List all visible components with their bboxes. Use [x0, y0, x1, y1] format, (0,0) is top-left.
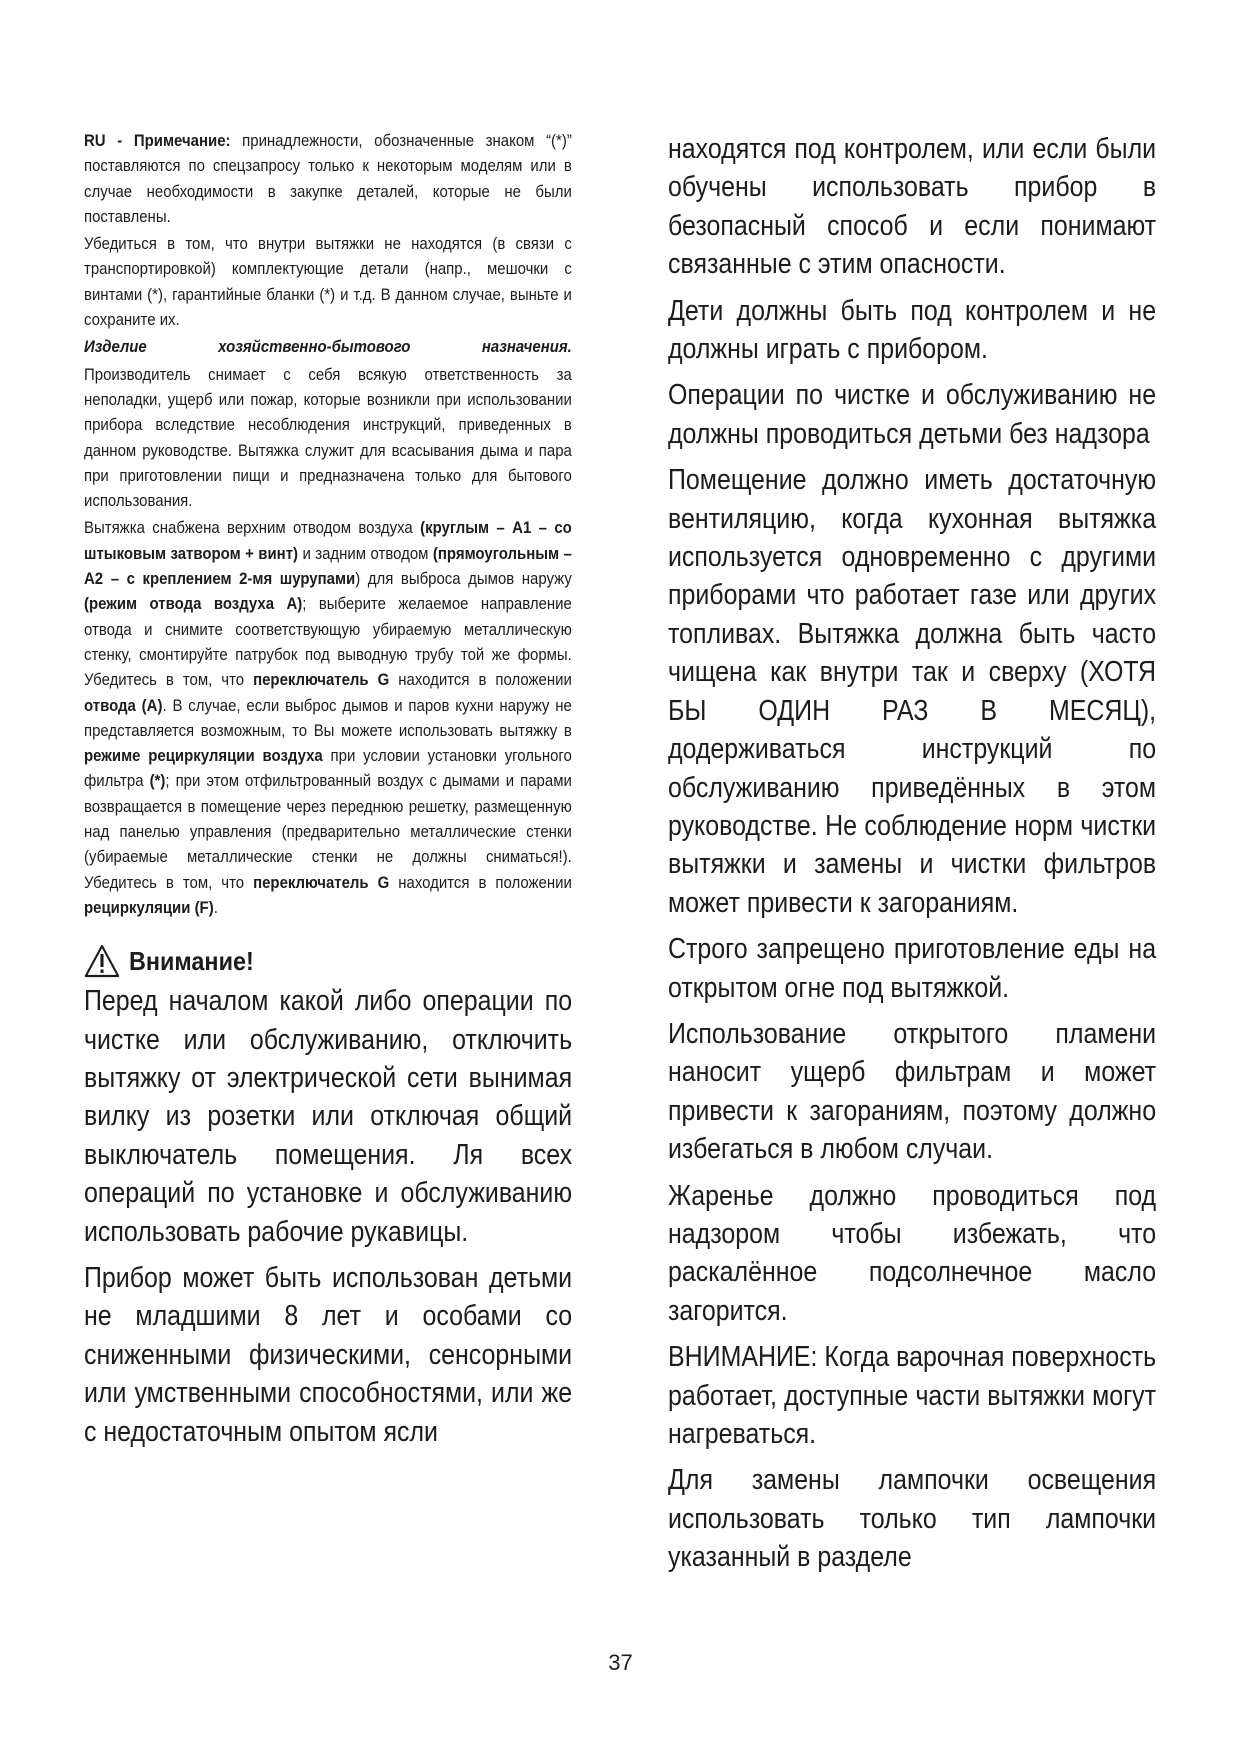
right-paragraph-3: Операции по чистке и обслуживанию не должны проводиться детьми без надзора: [668, 379, 1157, 450]
outlet-text: и задним отводом: [298, 543, 433, 563]
responsibility-paragraph: Производитель снимает с себя всякую ответственность за неполадки, ущерб или пожар, которые возникли при использовании прибора вследствие несоблюдения инструкций, приведенных в данном руководстве. Вытяжка служит для всасывания дыма и пара при приготовлении пищи и предназначена только для бытового использования.: [84, 364, 572, 511]
right-paragraph-7: Жаренье должно проводиться под надзором чтобы избежать, что раскалённое подсолнечное масло загорится.: [668, 1179, 1157, 1327]
right-paragraph-4: Помещение должно иметь достаточную вентиляцию, когда кухонная вытяжка используется одновременно с другими приборами что работает газе или других топливах. Вытяжка должна быть часто чищена как внутри так и сверху (ХОТЯ БЫ ОДИН РАЗ В МЕСЯЦ), додерживаться инструкций по обслуживанию приведённых в этом руководстве. Не соблюдение норм чистки вытяжки и замены и чистки фильтров может привести к загораниям.: [668, 464, 1157, 919]
check-paragraph: Убедиться в том, что внутри вытяжки не находятся (в связи с транспортировкой) комплектующие детали (напр., мешочки с винтами (*), гарантийные бланки (*) и т.д. В данном случае, выньте и сохраните их.: [84, 234, 572, 330]
small-text-block: [84, 128, 572, 920]
outlet-text: находится в положении: [389, 670, 572, 690]
outlet-bold: переключатель G: [253, 670, 390, 690]
outlet-bold: рециркуляции (F): [84, 897, 214, 917]
right-column: [668, 130, 1156, 1585]
outlet-bold: отвода (A): [84, 695, 163, 715]
outlet-text: при условии установки угольного фильтра: [84, 746, 572, 791]
warning-title: Внимание!: [129, 946, 254, 977]
household-title: Изделие хозяйственно-бытового назначения.: [84, 337, 572, 357]
outlet-bold: (круглым – A1 – со штыковым затвором + винт): [84, 518, 572, 563]
right-paragraph-8: ВНИМАНИЕ: Когда варочная поверхность работает, доступные части вытяжки могут нагреваться.: [668, 1341, 1157, 1450]
right-paragraph-5: Строго запрещено приготовление еды на открытом огне под вытяжкой.: [668, 933, 1157, 1004]
outlet-text: ) для выброса дымов наружу: [355, 569, 572, 589]
outlet-bold: (прямоугольным – A2 – с креплением 2-мя шурупами: [84, 543, 572, 589]
outlet-text: находится в положении: [389, 872, 572, 892]
outlet-paragraph: [84, 515, 572, 920]
warning-heading: [84, 944, 523, 978]
note-paragraph: [84, 128, 572, 229]
right-paragraph-9: Для замены лампочки освещения использовать только тип лампочки указанный в разделе: [668, 1464, 1157, 1574]
warning-text-block: [84, 982, 572, 1451]
outlet-text: ; выберите желаемое направление отвода и снимите соответствующую убираемую металлическую стенку, смонтируйте патрубок под выводную трубу той же формы. Убедитесь в том, что: [84, 594, 572, 690]
right-paragraph-1: находятся под контролем, или если были обучены использовать прибор в безопасный способ и если понимают связанные с этим опасности.: [668, 133, 1157, 281]
page-number: 37: [608, 1650, 633, 1675]
note-text: принадлежности, обозначенные знаком “(*)” поставляются по спецзапросу только к некоторым моделям или в случае необходимости в закупке деталей, которые не были поставлены.: [84, 131, 572, 226]
warning-paragraph-1: Перед началом какой либо операции по чистке или обслуживанию, отключить вытяжку от электрической сети вынимая вилку из розетки или отключая общий выключатель помещения. Ля всех операций по установке и обслуживанию использовать рабочие рукавицы.: [84, 985, 573, 1248]
warning-paragraph-2: Прибор может быть использован детьми не младшими 8 лет и особами со сниженными физическими, сенсорными или умственными способностями, или же с недостаточным опытом ясли: [84, 1262, 573, 1448]
left-column: [84, 128, 572, 1459]
outlet-bold: (*): [149, 771, 166, 791]
outlet-text: ; при этом отфильтрованный воздух с дымами и парами возвращается в помещение через переднюю решетку, размещенную над панелью управления (предварительно металлические стенки (убираемые металлические стенки не должны сниматься!). Убедитесь в том, что: [84, 771, 572, 892]
outlet-text: Вытяжка снабжена верхним отводом воздуха: [84, 518, 421, 538]
outlet-bold: режиме рециркуляции воздуха: [84, 746, 323, 766]
warning-icon: [84, 944, 120, 978]
note-lead: RU - Примечание:: [84, 131, 231, 150]
outlet-bold: переключатель G: [253, 872, 390, 892]
right-paragraph-6: Использование открытого пламени наносит ущерб фильтрам и может привести к загораниям, поэтому должно избегаться в любом случаи.: [668, 1017, 1157, 1166]
outlet-bold: (режим отвода воздуха A): [84, 594, 303, 614]
outlet-text: .: [213, 897, 218, 917]
outlet-text: . В случае, если выброс дымов и паров кухни наружу не представляется возможным, то Вы можете использовать вытяжку в: [84, 695, 572, 740]
right-paragraph-2: Дети должны быть под контролем и не должны играть с прибором.: [668, 294, 1157, 366]
